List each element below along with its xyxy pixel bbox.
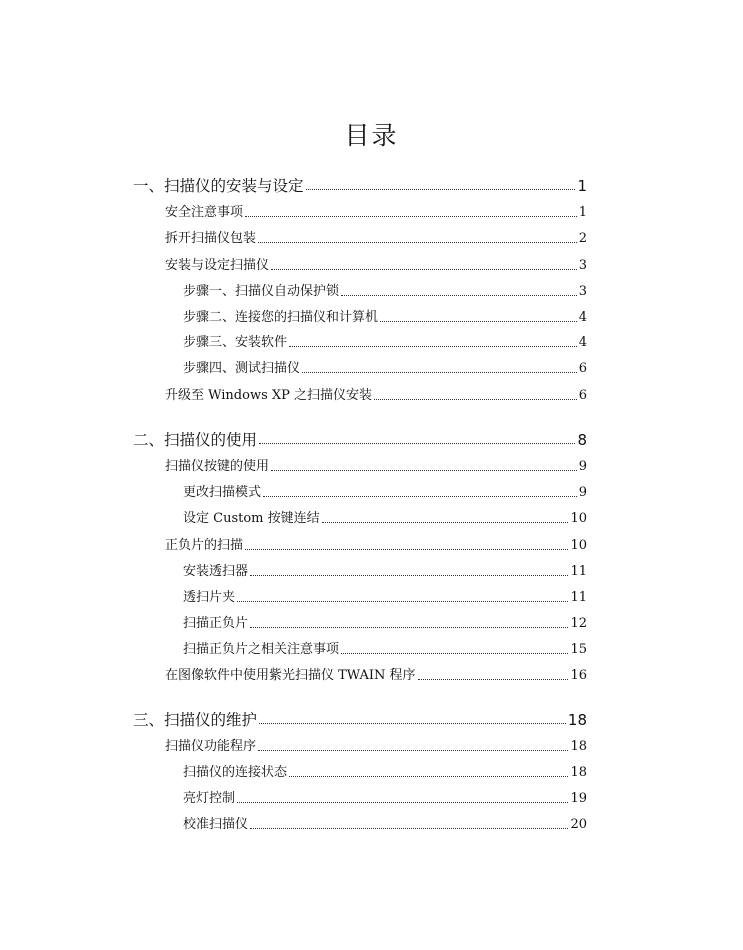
- toc-entry[interactable]: [165, 735, 587, 755]
- toc-entry-label: 安装透扫器: [183, 564, 249, 579]
- toc-page-number: 18: [570, 765, 587, 780]
- toc-leader-dots: [271, 269, 577, 270]
- toc-page-number: 9: [578, 459, 587, 474]
- toc-entry[interactable]: [183, 280, 587, 300]
- toc-leader-dots: [380, 321, 577, 322]
- toc-leader-dots: [258, 242, 577, 243]
- toc-page-number: 4: [578, 310, 587, 325]
- toc-entry[interactable]: [183, 586, 587, 606]
- toc-leader-dots: [245, 216, 577, 217]
- toc-entry[interactable]: [183, 813, 587, 833]
- toc-entry-label: 安全注意事项: [165, 205, 244, 220]
- toc-entry[interactable]: [183, 306, 587, 326]
- toc-entry-label: 三、扫描仪的维护: [133, 711, 258, 729]
- toc-entry-label: 步骤二、连接您的扫描仪和计算机: [183, 310, 379, 325]
- toc-entry[interactable]: [165, 384, 587, 404]
- toc-page-number: 9: [578, 485, 587, 500]
- toc-page-number: 2: [578, 231, 587, 246]
- toc-page-number: 1: [577, 177, 587, 195]
- toc-entry-label: 透扫片夹: [183, 590, 236, 605]
- toc-page-number: 10: [570, 538, 587, 553]
- toc-entry-label: 一、扫描仪的安装与设定: [133, 177, 304, 195]
- toc-page-number: 3: [578, 258, 587, 273]
- toc-page-number: 6: [578, 388, 587, 403]
- toc-leader-dots: [271, 470, 577, 471]
- toc-entry-label: 扫描正负片之相关注意事项: [183, 642, 340, 657]
- toc-entry-label: 更改扫描模式: [183, 485, 262, 500]
- toc-leader-dots: [302, 372, 577, 373]
- toc-entry[interactable]: [183, 507, 587, 527]
- toc-page-number: 15: [570, 642, 587, 657]
- toc-page-number: 11: [570, 590, 587, 605]
- toc-leader-dots: [250, 627, 568, 628]
- toc-leader-dots: [263, 496, 577, 497]
- toc-leader-dots: [258, 750, 568, 751]
- toc-entry-label: 升级至 Windows XP 之扫描仪安装: [165, 388, 373, 403]
- toc-entry[interactable]: [183, 787, 587, 807]
- toc-entry-label: 扫描仪的连接状态: [183, 765, 288, 780]
- toc-entry-label: 扫描仪功能程序: [165, 739, 257, 754]
- toc-leader-dots: [250, 828, 568, 829]
- toc-entry-label: 校准扫描仪: [183, 817, 249, 832]
- toc-entry[interactable]: [165, 534, 587, 554]
- toc-entry[interactable]: [183, 560, 587, 580]
- toc-leader-dots: [341, 295, 577, 296]
- toc-leader-dots: [322, 522, 569, 523]
- toc-leader-dots: [289, 776, 568, 777]
- toc-leader-dots: [259, 723, 566, 724]
- toc-page-number: 8: [577, 431, 587, 449]
- toc-entry-label: 正负片的扫描: [165, 538, 244, 553]
- toc-entry-label: 设定 Custom 按键连结: [183, 511, 320, 526]
- toc-entry[interactable]: [183, 761, 587, 781]
- toc-entry[interactable]: [183, 331, 587, 351]
- toc-page-number: 10: [570, 511, 587, 526]
- toc-entry[interactable]: [165, 201, 587, 221]
- toc-entry[interactable]: [183, 481, 587, 501]
- page-title: 目录: [344, 121, 399, 150]
- toc-leader-dots: [306, 189, 576, 190]
- toc-entry[interactable]: [165, 254, 587, 274]
- toc-page-number: 1: [578, 205, 587, 220]
- toc-chapter-entry[interactable]: [133, 174, 587, 194]
- toc-page-number: 4: [578, 335, 587, 350]
- toc-page-number: 19: [570, 791, 587, 806]
- toc-entry-label: 安装与设定扫描仪: [165, 258, 270, 273]
- toc-page-number: 11: [570, 564, 587, 579]
- toc-leader-dots: [245, 549, 568, 550]
- toc-page-number: 3: [578, 284, 587, 299]
- toc-leader-dots: [250, 575, 568, 576]
- toc-entry[interactable]: [183, 357, 587, 377]
- toc-entry-label: 扫描仪按键的使用: [165, 459, 270, 474]
- toc-entry-label: 步骤一、扫描仪自动保护锁: [183, 284, 340, 299]
- toc-chapter-entry[interactable]: [133, 708, 587, 728]
- toc-entry-label: 步骤四、测试扫描仪: [183, 361, 301, 376]
- toc-leader-dots: [418, 679, 569, 680]
- toc-entry[interactable]: [183, 612, 587, 632]
- toc-leader-dots: [237, 802, 568, 803]
- toc-leader-dots: [341, 653, 568, 654]
- toc-page-number: 18: [570, 739, 587, 754]
- toc-chapter-entry[interactable]: [133, 428, 587, 448]
- toc-page-number: 20: [570, 817, 587, 832]
- toc-entry-label: 扫描正负片: [183, 616, 249, 631]
- toc-entry[interactable]: [183, 638, 587, 658]
- toc-entry-label: 步骤三、安装软件: [183, 335, 288, 350]
- toc-entry-label: 亮灯控制: [183, 791, 236, 806]
- toc-leader-dots: [237, 601, 568, 602]
- toc-entry-label: 拆开扫描仪包装: [165, 231, 257, 246]
- toc-leader-dots: [374, 399, 577, 400]
- toc-entry[interactable]: [165, 227, 587, 247]
- toc-page-number: 18: [567, 711, 587, 729]
- toc-page-number: 12: [570, 616, 587, 631]
- toc-page-number: 6: [578, 361, 587, 376]
- toc-entry[interactable]: [165, 455, 587, 475]
- toc-page-number: 16: [570, 668, 587, 683]
- toc-leader-dots: [289, 346, 577, 347]
- toc-entry-label: 二、扫描仪的使用: [133, 431, 258, 449]
- toc-entry-label: 在图像软件中使用紫光扫描仪 TWAIN 程序: [165, 668, 416, 683]
- toc-entry[interactable]: [165, 664, 587, 684]
- toc-leader-dots: [259, 443, 575, 444]
